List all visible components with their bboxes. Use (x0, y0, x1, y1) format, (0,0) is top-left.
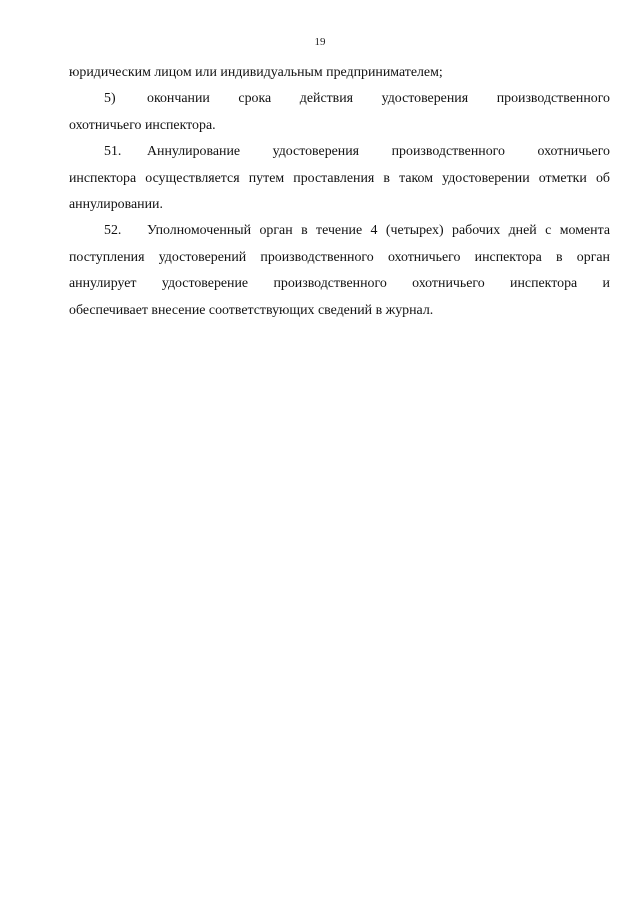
paragraph-52-line-1 (69, 218, 610, 244)
text-line: аннулировании. (69, 197, 163, 213)
paragraph-5-text: окончании срока действия удостоверения производственного (147, 91, 610, 107)
text-line: обеспечивает внесение соответствующих сведений в журнал. (69, 302, 434, 318)
text-line: поступления удостоверений производственного охотничьего инспектора в орган (69, 249, 610, 265)
text-line: инспектора осуществляется путем проставления в таком удостоверении отметки об (69, 170, 610, 186)
item-number: 5) (104, 91, 116, 107)
item-number: 51. (104, 144, 122, 160)
text-line: юридическим лицом или индивидуальным предпринимателем; (69, 65, 443, 80)
page-number: 19 (314, 36, 326, 48)
paragraph-5-line-1 (69, 86, 610, 112)
item-number: 52. (104, 223, 122, 239)
paragraph-51-line-1 (69, 139, 610, 165)
paragraph-51-text: Аннулирование удостоверения производственного охотничьего (147, 144, 610, 160)
document-body (69, 60, 610, 324)
text-line: аннулирует удостоверение производственного охотничьего инспектора и (69, 276, 610, 292)
paragraph-52-text: Уполномоченный орган в течение 4 (четырех) рабочих дней с момента (147, 223, 610, 239)
text-line: охотничьего инспектора. (69, 117, 216, 133)
